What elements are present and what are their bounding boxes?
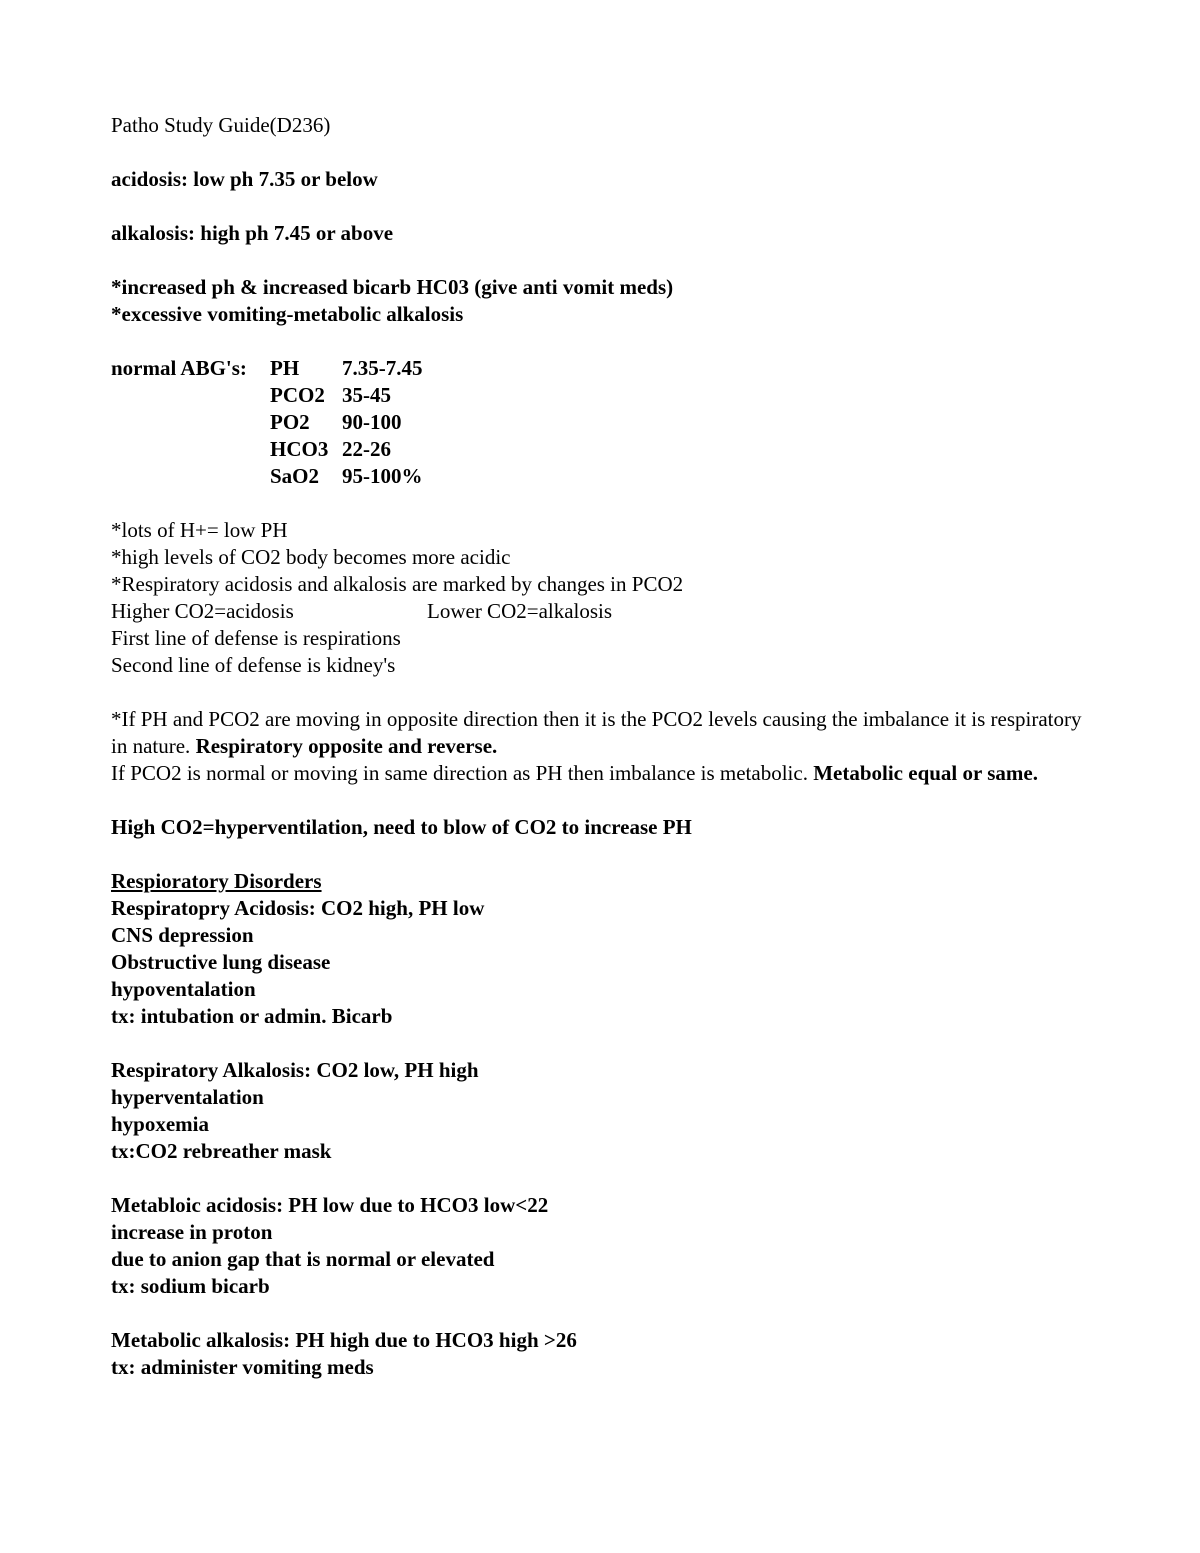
abg-row [111, 355, 1101, 382]
note-excessive-vomiting: *excessive vomiting-metabolic alkalosis [111, 302, 464, 326]
abg-key: PO2 [270, 410, 310, 434]
list-item: increase in proton [111, 1220, 273, 1244]
abg-value: 90-100 [342, 410, 402, 434]
rule-respiratory-summary: Respiratory opposite and reverse. [195, 734, 498, 758]
abg-label: normal ABG's: [111, 356, 247, 380]
normal-abg-table [111, 355, 1101, 490]
disorders-heading: Respioratory Disorders [111, 869, 322, 893]
document-page [111, 112, 1101, 1381]
abg-value: 35-45 [342, 383, 391, 407]
abg-value: 22-26 [342, 437, 391, 461]
list-item: tx: sodium bicarb [111, 1274, 270, 1298]
lower-co2-text: Lower CO2=alkalosis [427, 599, 613, 623]
document-title: Patho Study Guide(D236) [111, 113, 331, 137]
list-item: Obstructive lung disease [111, 950, 331, 974]
abg-row [111, 463, 1101, 490]
fact-high-co2: *high levels of CO2 body becomes more acidic [111, 545, 511, 569]
second-line-defense: Second line of defense is kidney's [111, 653, 396, 677]
abg-key: PH [270, 356, 300, 380]
higher-co2-text: Higher CO2=acidosis [111, 599, 294, 623]
abg-row [111, 382, 1101, 409]
abg-row [111, 409, 1101, 436]
abg-value: 95-100% [342, 464, 423, 488]
list-item: tx: intubation or admin. Bicarb [111, 1004, 393, 1028]
met-alkalosis-title: Metabolic alkalosis: PH high due to HCO3 high >26 [111, 1328, 577, 1352]
rule-respiratory [111, 706, 1101, 760]
abg-key: SaO2 [270, 464, 320, 488]
list-item: hypoventalation [111, 977, 256, 1001]
list-item: hyperventalation [111, 1085, 264, 1109]
rule-metabolic-text: If PCO2 is normal or moving in same direction as PH then imbalance is metabolic. [111, 761, 814, 785]
list-item: tx: administer vomiting meds [111, 1355, 374, 1379]
alkalosis-definition: alkalosis: high ph 7.45 or above [111, 221, 394, 245]
co2-comparison [111, 598, 1101, 625]
rule-respiratory-text: *If PH and PCO2 are moving in opposite direction then it is the PCO2 levels causing the imbalance it is respiratory in nature. [111, 707, 1082, 758]
resp-alkalosis-title: Respiratory Alkalosis: CO2 low, PH high [111, 1058, 479, 1082]
abg-value: 7.35-7.45 [342, 356, 423, 380]
rule-metabolic [111, 760, 1101, 787]
resp-acidosis-title: Respiratopry Acidosis: CO2 high, PH low [111, 896, 485, 920]
fact-respiratory-marked: *Respiratory acidosis and alkalosis are marked by changes in PCO2 [111, 572, 684, 596]
abg-row [111, 436, 1101, 463]
abg-key: HCO3 [270, 437, 329, 461]
first-line-defense: First line of defense is respirations [111, 626, 401, 650]
fact-lots-of-h: *lots of H+= low PH [111, 518, 288, 542]
met-acidosis-title: Metabloic acidosis: PH low due to HCO3 low<22 [111, 1193, 549, 1217]
rule-metabolic-summary: Metabolic equal or same. [813, 761, 1038, 785]
list-item: hypoxemia [111, 1112, 210, 1136]
acidosis-definition: acidosis: low ph 7.35 or below [111, 167, 378, 191]
note-increased-ph: *increased ph & increased bicarb HC03 (give anti vomit meds) [111, 275, 674, 299]
list-item: tx:CO2 rebreather mask [111, 1139, 332, 1163]
list-item: CNS depression [111, 923, 254, 947]
high-co2-hyperventilation: High CO2=hyperventilation, need to blow of CO2 to increase PH [111, 815, 692, 839]
list-item: due to anion gap that is normal or elevated [111, 1247, 495, 1271]
abg-key: PCO2 [270, 383, 325, 407]
